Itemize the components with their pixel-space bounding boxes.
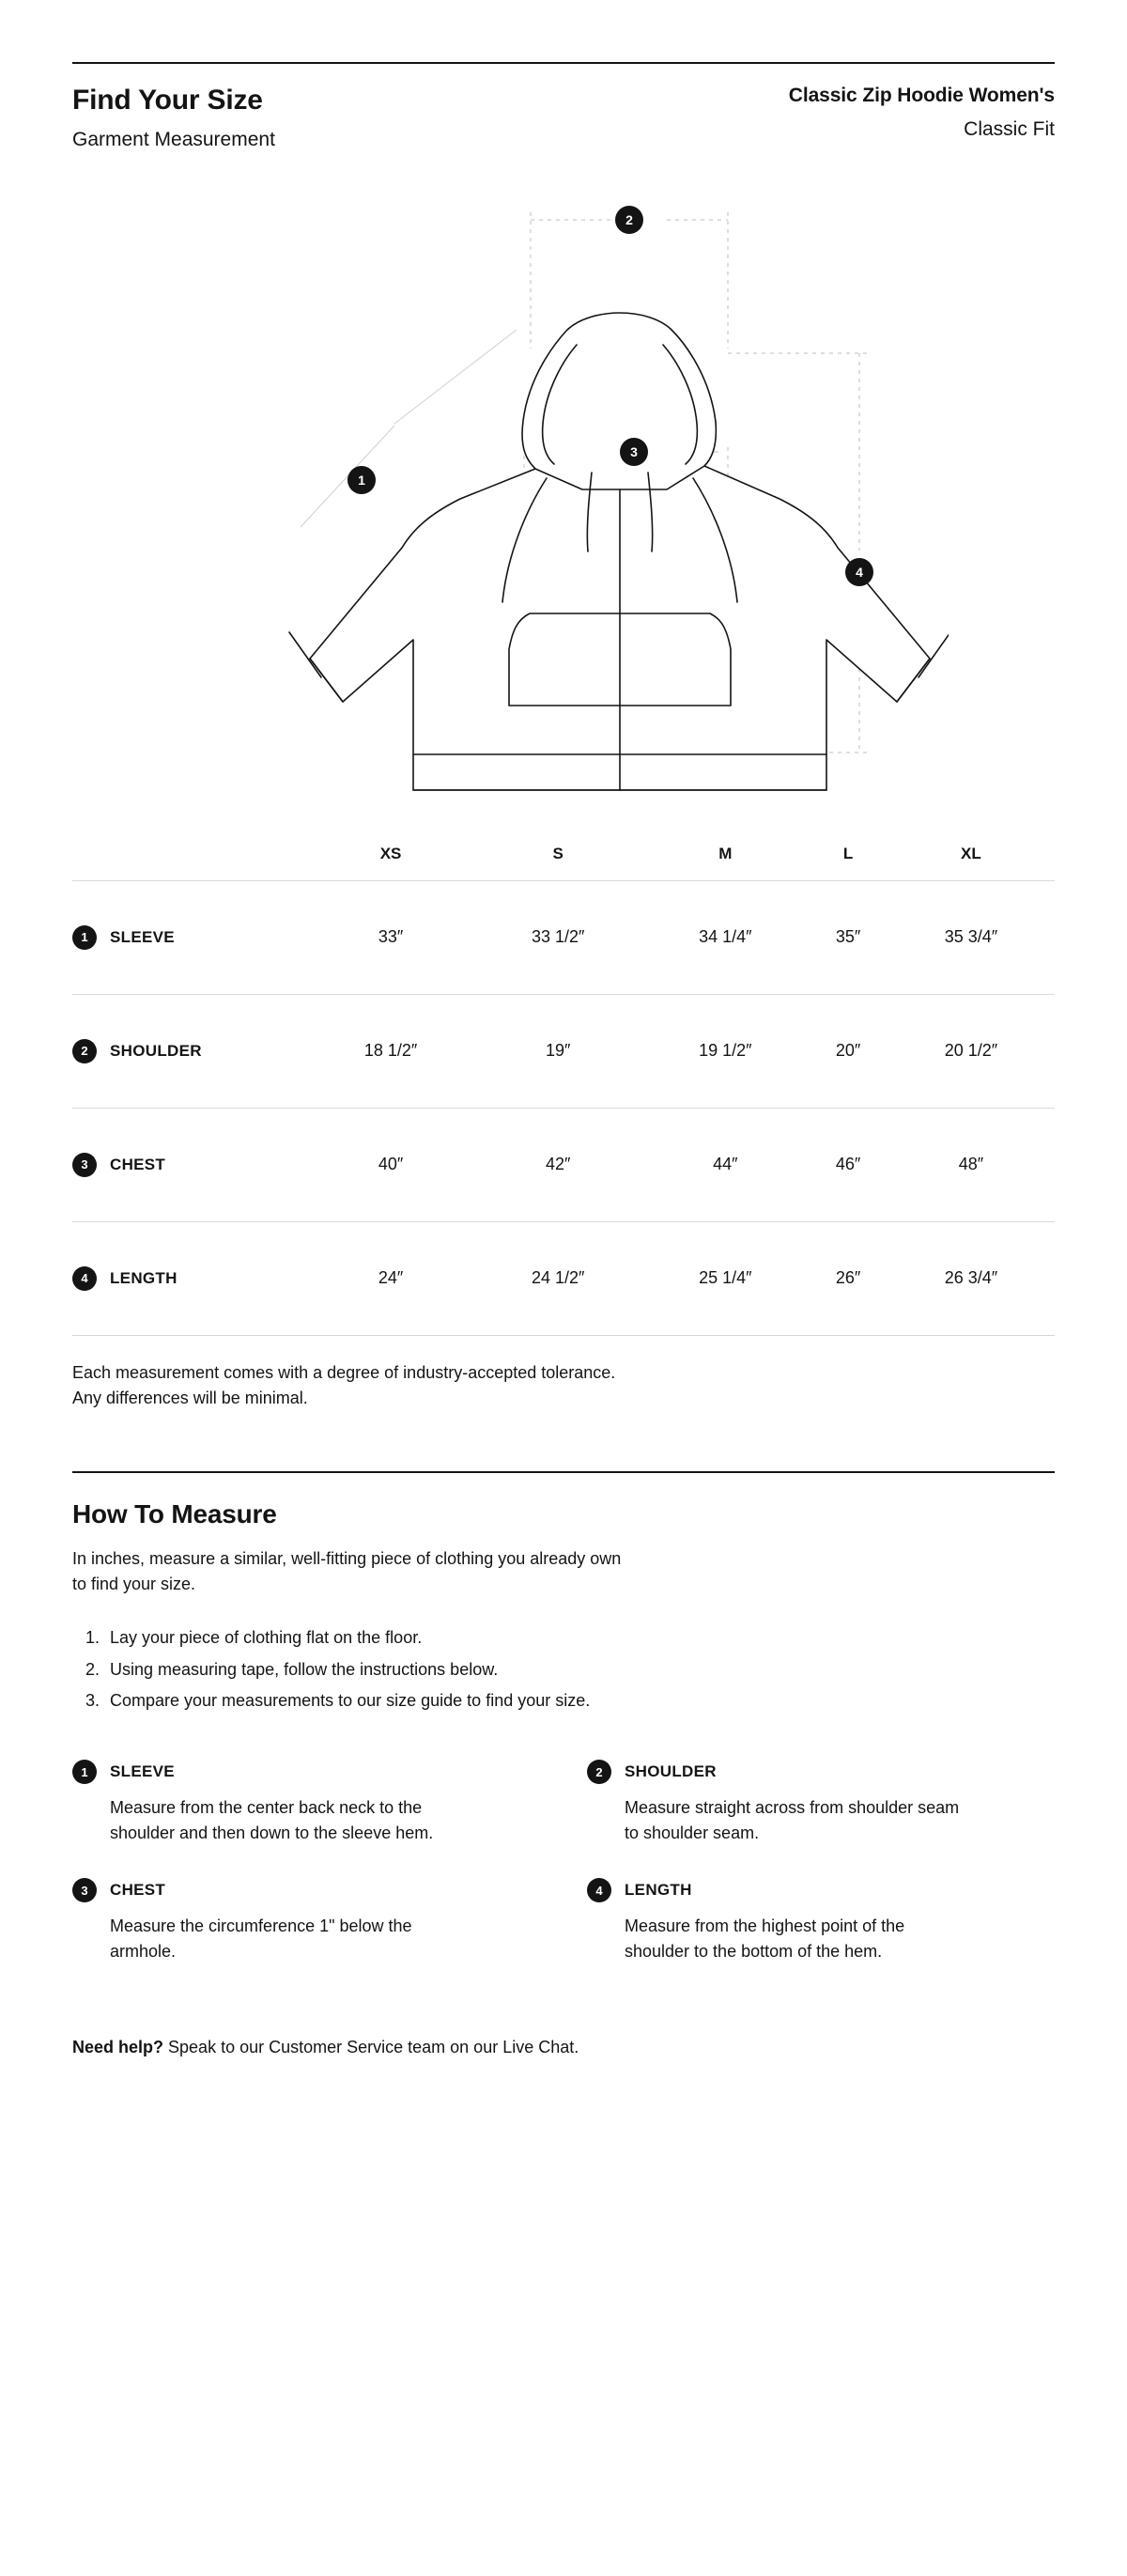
measurement-value: 18 1/2″: [363, 1041, 418, 1060]
size-column-header: XS: [379, 844, 402, 862]
definition-name: SHOULDER: [625, 1762, 717, 1781]
measurement-name: LENGTH: [110, 1268, 178, 1287]
measurement-value: 26 3/4″: [944, 1268, 998, 1287]
howto-title: How To Measure: [72, 1498, 277, 1529]
measurement-value: 34 1/4″: [699, 927, 752, 946]
measurement-value: 33 1/2″: [532, 927, 585, 946]
callout-4-label: 4: [856, 564, 863, 580]
badge-3-icon: 3: [72, 1153, 97, 1177]
measurement-name: SLEEVE: [110, 927, 175, 946]
callout-3-label: 3: [630, 443, 638, 459]
help-footer: [72, 2038, 1055, 2057]
definition-text: Measure straight across from shoulder seam to shoulder seam.: [625, 1798, 960, 1843]
definition-chest: [72, 1878, 540, 1964]
table-row: [72, 994, 1055, 1108]
hoodie-outline: [289, 313, 949, 790]
table-bottom-divider: [72, 1335, 1055, 1336]
help-label: Need help?: [72, 2038, 164, 2057]
size-column-header: M: [718, 844, 733, 862]
definition-name: SLEEVE: [110, 1762, 175, 1781]
product-fit: Classic Fit: [964, 118, 1055, 140]
how-to-measure-section: [72, 1471, 1055, 2058]
definition-text: Measure from the center back neck to the shoulder and then down to the sleeve hem.: [110, 1798, 434, 1843]
header-left: [72, 85, 275, 151]
measurement-value: 33″: [378, 927, 404, 946]
measurement-value: 40″: [378, 1155, 404, 1173]
howto-step: 2. Using measuring tape, follow the instructions below.: [104, 1654, 1055, 1685]
measurement-name: CHEST: [110, 1155, 166, 1173]
definition-shoulder: [587, 1760, 1055, 1846]
definition-name: LENGTH: [625, 1881, 692, 1900]
howto-intro-line-2: to find your size.: [72, 1575, 196, 1594]
measurement-value: 48″: [958, 1155, 984, 1173]
help-text: Speak to our Customer Service team on our Live Chat.: [168, 2038, 579, 2057]
measurement-label-cell: [72, 880, 307, 994]
size-column-header: XL: [961, 844, 981, 862]
measurement-label-cell: [72, 1108, 307, 1221]
measurement-definitions: [72, 1760, 1055, 1964]
measurement-value: 20 1/2″: [944, 1041, 998, 1060]
definition-text: Measure from the highest point of the shoulder to the bottom of the hem.: [625, 1916, 905, 1962]
page-subtitle: Garment Measurement: [72, 128, 275, 150]
tolerance-line-1: Each measurement comes with a degree of industry-accepted tolerance.: [72, 1362, 616, 1382]
measurement-value: 25 1/4″: [699, 1268, 752, 1287]
badge-1-icon: 1: [72, 925, 97, 950]
callout-1-label: 1: [358, 472, 365, 488]
table-row: [72, 1108, 1055, 1221]
badge-2-icon: 2: [72, 1039, 97, 1063]
size-table-body: [72, 880, 1055, 1335]
measurement-name: SHOULDER: [110, 1041, 202, 1060]
measurement-value: 46″: [835, 1155, 861, 1173]
product-name: Classic Zip Hoodie Women's: [788, 85, 1055, 106]
definition-name: CHEST: [110, 1881, 166, 1900]
size-table: [72, 845, 1055, 1335]
howto-divider: [72, 1471, 1055, 1473]
badge-4-icon: 4: [72, 1266, 97, 1291]
header: [72, 64, 1055, 151]
measurement-value: 35″: [835, 927, 861, 946]
hoodie-technical-drawing-svg: [178, 179, 949, 818]
size-table-label-header: [72, 845, 307, 881]
measurement-value: 44″: [713, 1155, 738, 1173]
size-column-header: S: [552, 844, 564, 862]
measurement-value: 19 1/2″: [699, 1041, 752, 1060]
bottom-spacer: [72, 2057, 1055, 2142]
size-column-header: L: [842, 844, 854, 862]
size-table-header-row: [72, 845, 1055, 881]
size-table-head: [72, 845, 1055, 881]
measurement-value: 35 3/4″: [944, 927, 998, 946]
page-title: Find Your Size: [72, 85, 263, 116]
tolerance-note: [72, 1360, 1055, 1411]
badge-4-icon: 4: [587, 1878, 611, 1902]
measurement-value: 20″: [835, 1041, 861, 1060]
definition-length: [587, 1878, 1055, 1964]
measurement-value: 24 1/2″: [532, 1268, 585, 1287]
howto-step: 3. Compare your measurements to our size guide to find your size.: [104, 1685, 1055, 1716]
badge-2-icon: 2: [587, 1760, 611, 1784]
badge-1-icon: 1: [72, 1760, 97, 1784]
howto-intro-line-1: In inches, measure a similar, well-fitting piece of clothing you already own: [72, 1548, 622, 1568]
measurement-label-cell: [72, 994, 307, 1108]
measurement-value: 24″: [378, 1268, 404, 1287]
header-right: [789, 85, 1055, 141]
howto-steps: [72, 1622, 1055, 1716]
definition-text: Measure the circumference 1" below the armhole.: [110, 1916, 412, 1962]
measurement-label-cell: [72, 1221, 307, 1335]
measurement-value: 19″: [546, 1041, 571, 1060]
measurement-value: 26″: [835, 1268, 861, 1287]
howto-step: 1. Lay your piece of clothing flat on the floor.: [104, 1622, 1055, 1653]
definition-sleeve: [72, 1760, 540, 1846]
table-row: [72, 1221, 1055, 1335]
measurement-value: 42″: [546, 1155, 571, 1173]
table-row: [72, 880, 1055, 994]
hoodie-illustration: [72, 179, 1055, 818]
tolerance-line-2: Any differences will be minimal.: [72, 1388, 308, 1407]
badge-3-icon: 3: [72, 1878, 97, 1902]
callout-2-label: 2: [625, 211, 633, 227]
howto-intro: [72, 1546, 1055, 1599]
